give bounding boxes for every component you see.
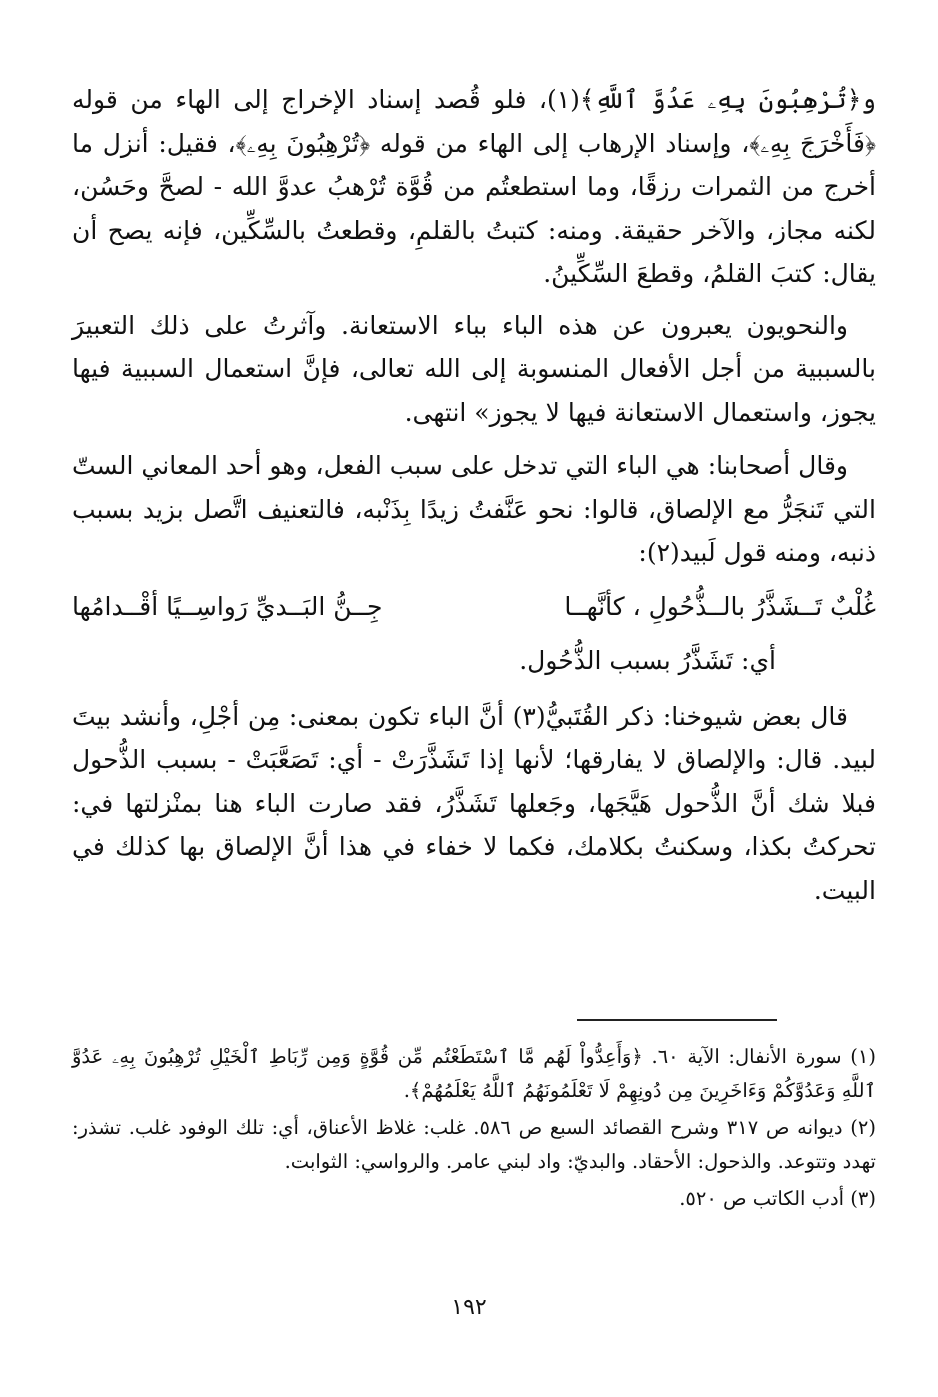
paragraph-grammarians: والنحويون يعبرون عن هذه الباء بباء الاستعانة. وآثرتُ على ذلك التعبيرَ بالسببية من أجل الأفعال المنسوبة إلى الله تعالى، فإنَّ استعمال السببية فيها يجوز، واستعمال الاستعانة فيها لا يجوز» انتهى. bbox=[72, 310, 876, 427]
main-text bbox=[72, 78, 876, 922]
poetry-verse bbox=[72, 585, 876, 629]
paragraph-quran-reference: و﴿تُرْهِبُونَ بِهِۦ عَدُوَّ ٱللَّهِ﴾(١)، فلو قُصد إسناد الإخراج إلى الهاء من قوله ﴿فَأَخْرَجَ بِهِۦ﴾، وإسناد الإرهاب إلى الهاء من قوله ﴿تُرْهِبُونَ بِهِۦ﴾، فقيل: أنزل ما أخرج من الثمرات رزقًا، وما استطعتُم من قُوَّة تُرْهبُ عدوَّ الله - لصحَّ وحَسُن، لكنه مجاز، والآخر حقيقة. ومنه: كتبتُ بالقلمِ، وقطعتُ بالسِّكِّين، فإنه يصح أن يقال: كتبَ القلمُ، وقطعَ السِّكِّينُ. bbox=[72, 85, 876, 288]
footnote-3: (٣) أدب الكاتب ص ٥٢٠. bbox=[679, 1187, 876, 1210]
page-number: ١٩٢ bbox=[451, 1295, 487, 1320]
verse-second-hemistich: جِــنُّ البَــديِّ رَواسِــيًا أقْــدامُها bbox=[72, 591, 383, 621]
paragraph-companions: وقال أصحابنا: هي الباء التي تدخل على سبب الفعل، وهو أحد المعاني الستّ التي تَنجَرُّ مع الإلصاق، قالوا: نحو عَنَّفتُ زيدًا بِذَنْبه، فالتعنيف اتَّصل بزيد بسبب ذنبه، ومنه قول لَبيد(٢): bbox=[72, 451, 876, 567]
footnote-divider bbox=[577, 1019, 777, 1021]
footnotes bbox=[72, 1040, 876, 1219]
footnote-1: (١) سورة الأنفال: الآية ٦٠. ﴿وَأَعِدُّواْ لَهُم مَّا ٱسْتَطَعْتُم مِّن قُوَّةٍ وَمِن رِّبَاطِ ٱلْخَيْلِ تُرْهِبُونَ بِهِۦ عَدُوَّ ٱللَّهِ وَعَدُوَّكُمْ وَءَاخَرِينَ مِن دُونِهِمْ لَا تَعْلَمُونَهُمُ ٱللَّهُ يَعْلَمُهُمْ﴾. bbox=[72, 1045, 876, 1102]
footnote-2: (٢) ديوانه ص ٣١٧ وشرح القصائد السبع ص ٥٨٦. غلب: غلاظ الأعناق، أي: تلك الوفود غلب. تشذر: تهدد وتتوعد. والذحول: الأحقاد. والبديّ: واد لبني عامر. والرواسي: الثوابت. bbox=[72, 1116, 876, 1173]
verse-gloss: أي: تَشَذَّرُ بسبب الذُّحُول. bbox=[519, 645, 776, 675]
verse-first-hemistich: غُلْبٌ تَــشَذَّرُ بالــذُّحُولِ ، كأنَّهــا bbox=[564, 591, 876, 621]
paragraph-sheikhs: قال بعض شيوخنا: ذكر القُتَبيُّ(٣) أنَّ الباء تكون بمعنى: مِن أجْلِ، وأنشد بيتَ لبيد. قال: والإلصاق لا يفارقها؛ لأنها إذا تَشَذَّرَتْ - أي: تَصَعَّبَتْ - بسبب الذُّحول فبلا شك أنَّ الذُّحول هَيَّجَها، وجَعلها تَشَذَّرُ، فقد صارت الباء هنا بمنْزلتها في: تحركتُ بكذا، وسكنتُ بكلامك، فكما لا خفاء في هذا أنَّ الإلصاق بها كذلك في البيت. bbox=[72, 701, 876, 905]
